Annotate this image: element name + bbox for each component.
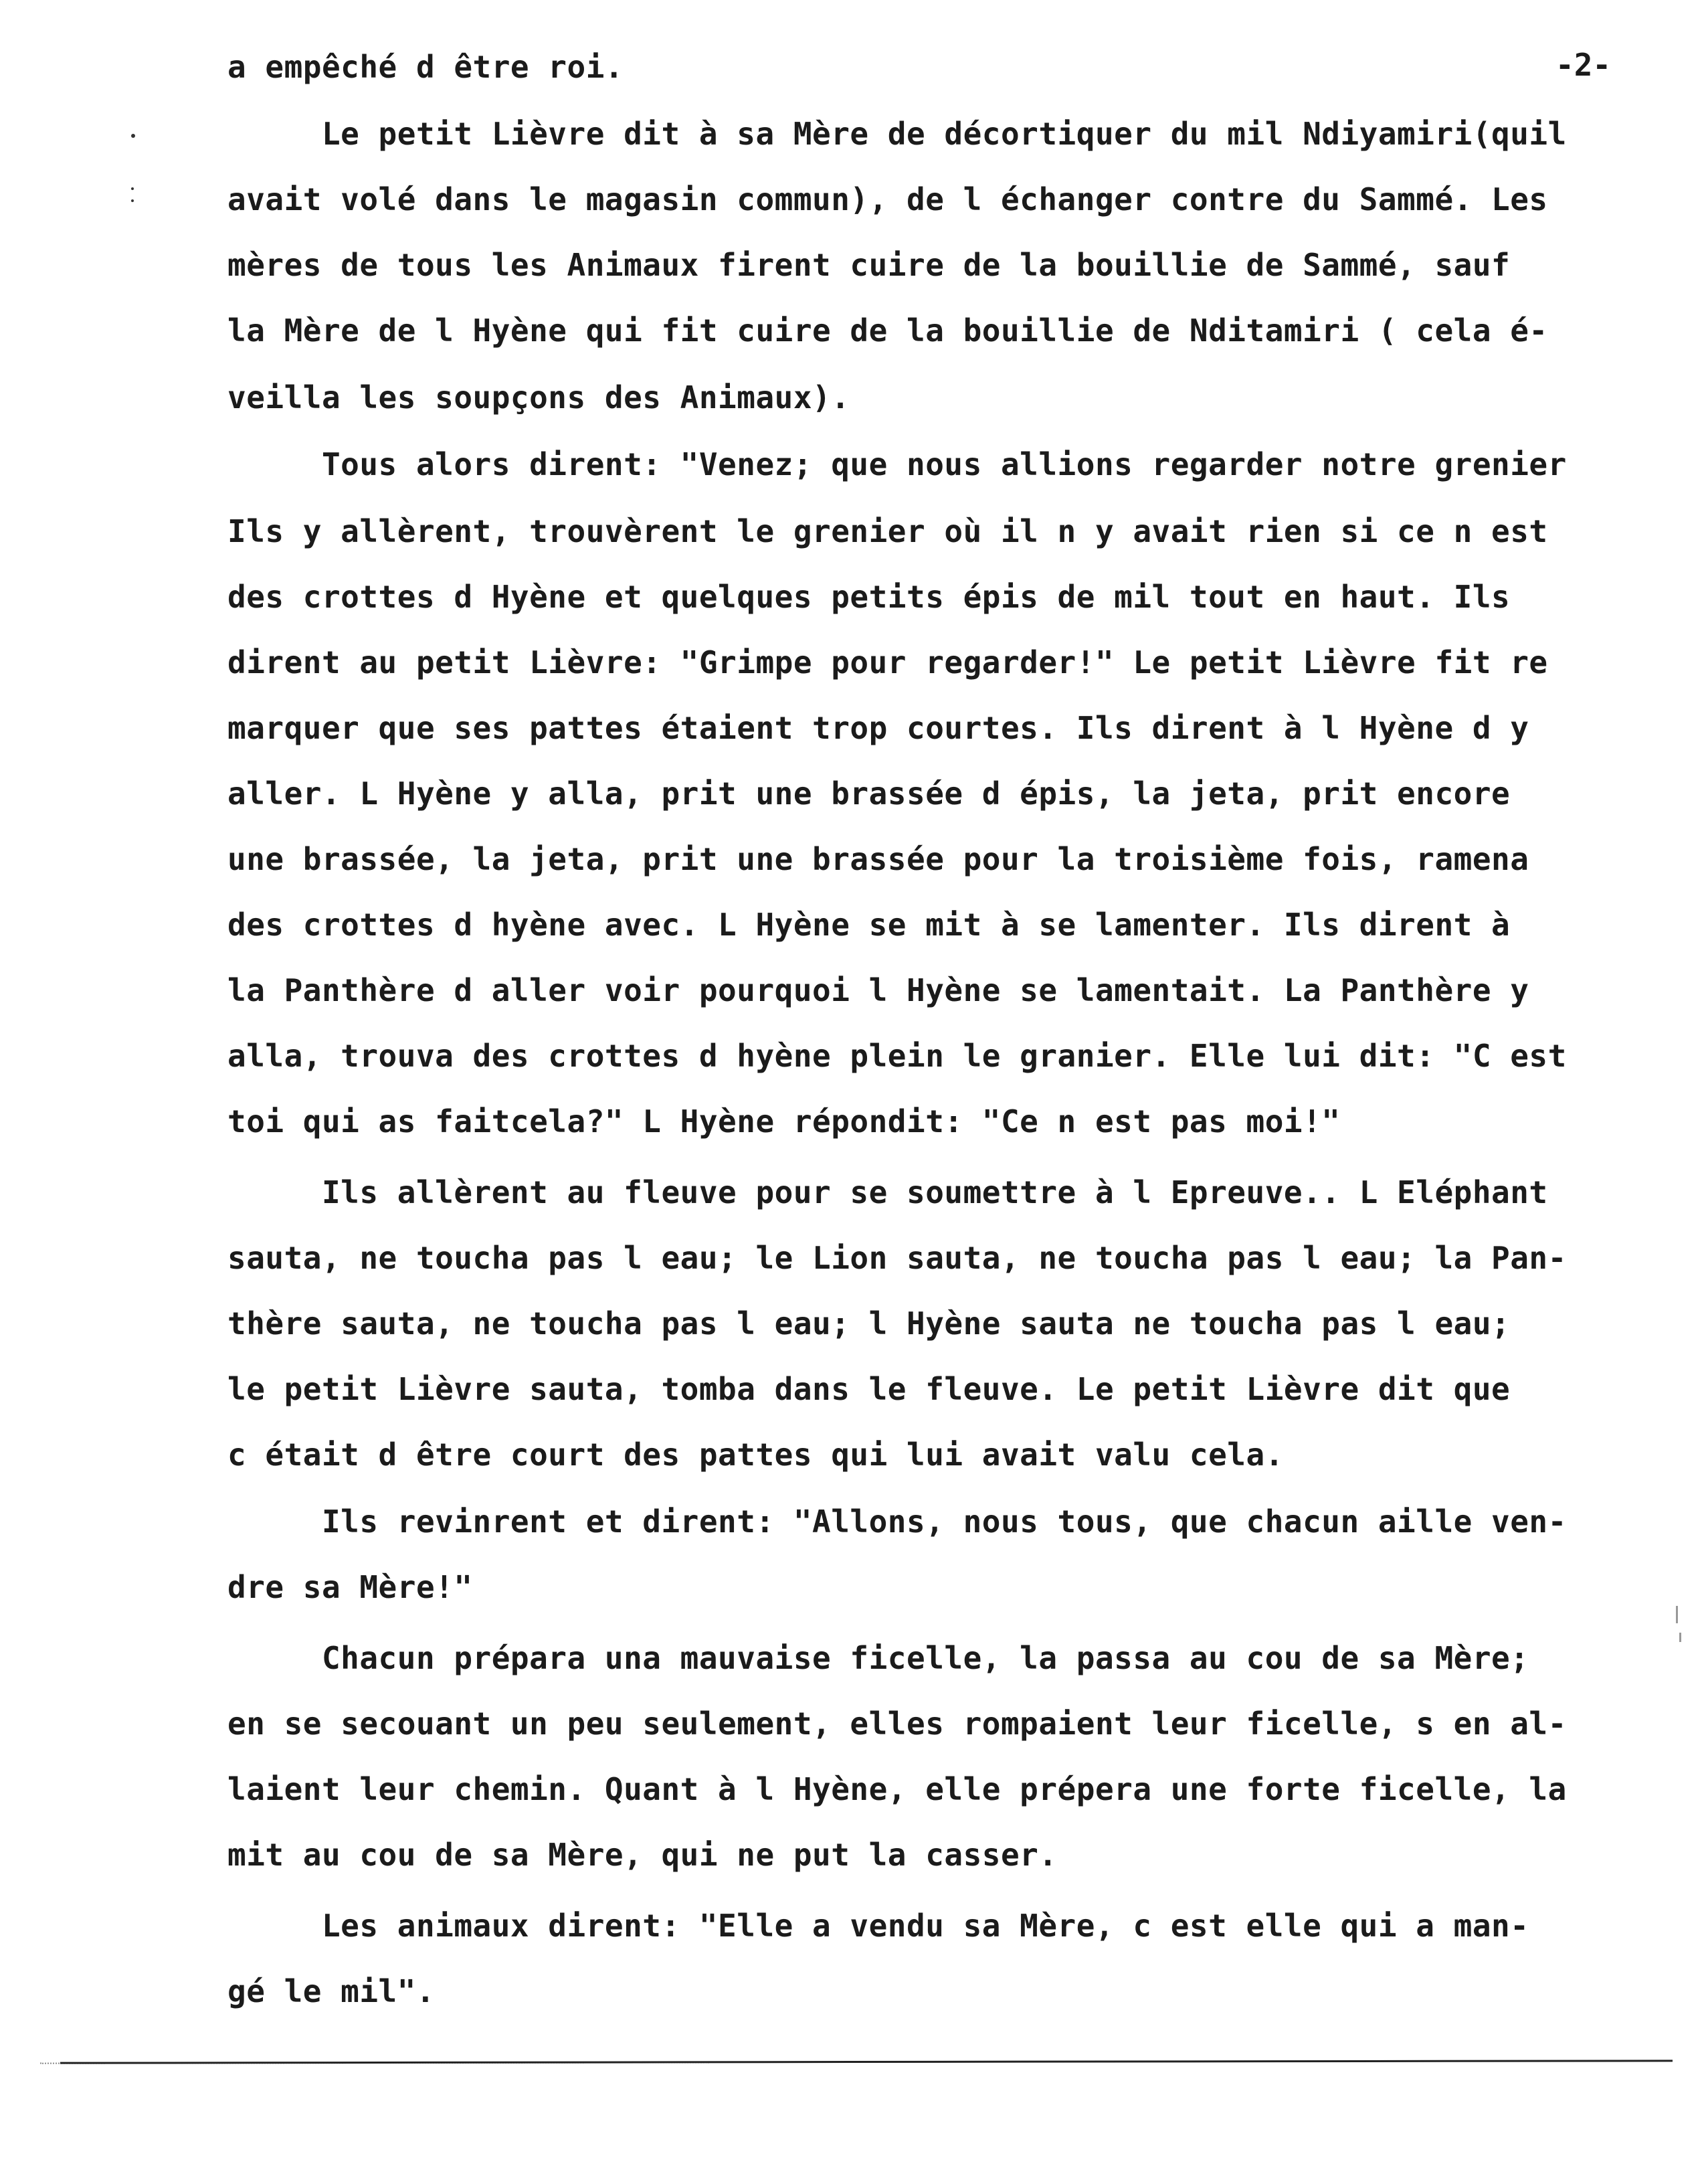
scan-speck bbox=[1679, 1633, 1681, 1642]
text-line: Ils revinrent et dirent: "Allons, nous tous, que chacun aille ven- bbox=[227, 1504, 1567, 1540]
text-line: dirent au petit Lièvre: "Grimpe pour regarder!" Le petit Lièvre fit re bbox=[227, 644, 1548, 680]
text-line: mères de tous les Animaux firent cuire de la bouillie de Sammé, sauf bbox=[227, 247, 1511, 283]
text-line: des crottes d hyène avec. L Hyène se mit à se lamenter. Ils dirent à bbox=[227, 907, 1511, 943]
text-line: Chacun prépara una mauvaise ficelle, la passa au cou de sa Mère; bbox=[227, 1640, 1529, 1676]
text-line: le petit Lièvre sauta, tomba dans le fleuve. Le petit Lièvre dit que bbox=[227, 1371, 1511, 1407]
margin-dot bbox=[131, 199, 134, 202]
text-line: dre sa Mère!" bbox=[227, 1569, 473, 1605]
text-line: thère sauta, ne toucha pas l eau; l Hyène sauta ne toucha pas l eau; bbox=[227, 1305, 1511, 1342]
text-line: gé le mil". bbox=[227, 1973, 436, 2009]
text-line: avait volé dans le magasin commun), de l échanger contre du Sammé. Les bbox=[227, 181, 1548, 217]
page-number: -2- bbox=[1555, 47, 1612, 83]
margin-dot bbox=[131, 134, 135, 138]
text-line: alla, trouva des crottes d hyène plein le granier. Elle lui dit: "C est bbox=[227, 1038, 1567, 1074]
text-line: Les animaux dirent: "Elle a vendu sa Mère, c est elle qui a man- bbox=[227, 1908, 1529, 1944]
text-line: en se secouant un peu seulement, elles rompaient leur ficelle, s en al- bbox=[227, 1706, 1567, 1742]
text-line: sauta, ne toucha pas l eau; le Lion sauta, ne toucha pas l eau; la Pan- bbox=[227, 1240, 1567, 1276]
text-line: la Mère de l Hyène qui fit cuire de la bouillie de Nditamiri ( cela é- bbox=[227, 312, 1548, 349]
text-line: marquer que ses pattes étaient trop courtes. Ils dirent à l Hyène d y bbox=[227, 710, 1529, 746]
text-line: la Panthère d aller voir pourquoi l Hyène se lamentait. La Panthère y bbox=[227, 972, 1529, 1008]
text-line: toi qui as faitcela?" L Hyène répondit: "Ce n est pas moi!" bbox=[227, 1103, 1341, 1140]
text-line: Ils allèrent au fleuve pour se soumettre à l Epreuve.. L Eléphant bbox=[227, 1174, 1548, 1210]
text-line: laient leur chemin. Quant à l Hyène, elle prépera une forte ficelle, la bbox=[227, 1771, 1567, 1807]
text-line: mit au cou de sa Mère, qui ne put la casser. bbox=[227, 1837, 1058, 1873]
text-line: une brassée, la jeta, prit une brassée pour la troisième fois, ramena bbox=[227, 841, 1529, 877]
scan-speck bbox=[1676, 1606, 1678, 1623]
text-line: Le petit Lièvre dit à sa Mère de décortiquer du mil Ndiyamiri(quil bbox=[227, 116, 1567, 152]
text-line: aller. L Hyène y alla, prit une brassée d épis, la jeta, prit encore bbox=[227, 776, 1511, 812]
text-line: des crottes d Hyène et quelques petits épis de mil tout en haut. Ils bbox=[227, 579, 1511, 615]
margin-dot bbox=[131, 187, 134, 190]
text-line: veilla les soupçons des Animaux). bbox=[227, 379, 850, 416]
text-line: a empêché d être roi. bbox=[227, 49, 624, 85]
text-line: Tous alors dirent: "Venez; que nous allions regarder notre grenier bbox=[227, 446, 1567, 482]
text-line: c était d être court des pattes qui lui avait valu cela. bbox=[227, 1437, 1284, 1473]
text-line: Ils y allèrent, trouvèrent le grenier où il n y avait rien si ce n est bbox=[227, 513, 1548, 549]
footer-rule bbox=[60, 2060, 1673, 2064]
